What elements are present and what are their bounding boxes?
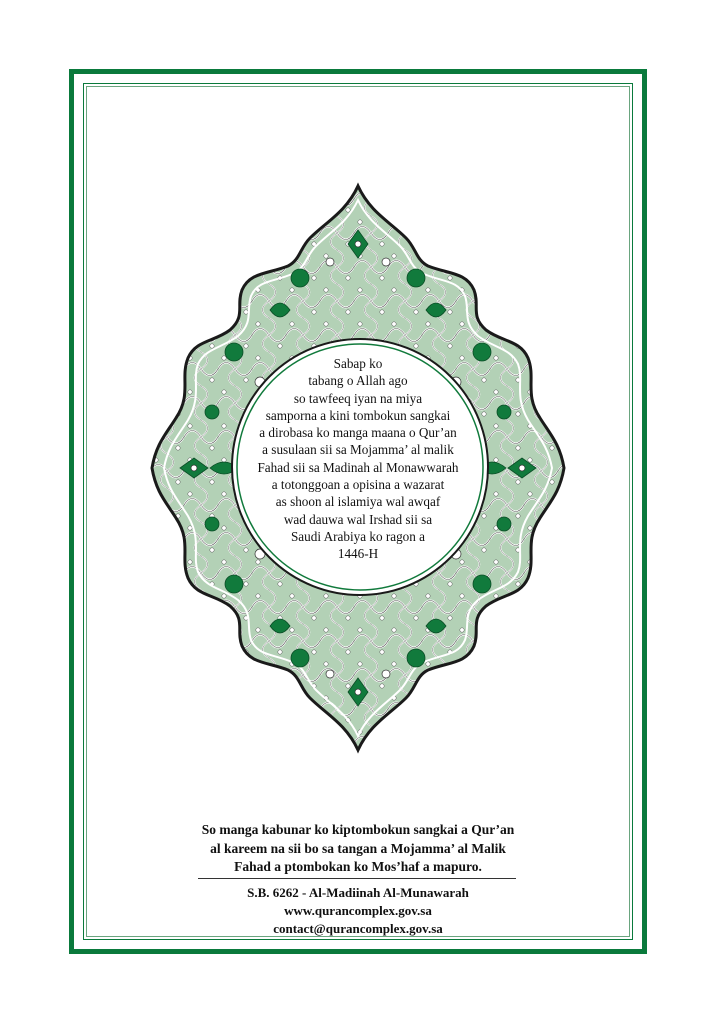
dedication-line: wad dauwa wal Irshad sii sa — [283, 511, 433, 527]
dedication-line: Fahad sii sa Madinah al Monawwarah — [257, 459, 459, 475]
statement-line: So manga kabunar ko kiptombokun sangkai a Qur’an — [201, 822, 515, 837]
dedication-line: a susulaan sii sa Mojamma’ al malik — [262, 442, 454, 458]
copyright-statement — [130, 821, 586, 877]
dedication-line: 1446-H — [337, 546, 379, 562]
dedication-line: so tawfeeq iyan na miya — [293, 390, 423, 406]
email-link[interactable]: contact@qurancomplex.gov.sa — [273, 921, 443, 936]
dedication-line: samporna a kini tombokun sangkai — [265, 407, 451, 423]
website-link[interactable]: www.qurancomplex.gov.sa — [284, 903, 432, 918]
divider — [198, 878, 516, 879]
dedication-line: a dirobasa ko manga maana o Qur’an — [259, 425, 457, 441]
postal-address: S.B. 6262 - Al-Madiinah Al-Munawarah — [247, 885, 469, 900]
contact-info — [130, 884, 586, 938]
statement-line: Fahad a ptombokan ko Mos’haf a mapuro. — [234, 859, 482, 874]
dedication-line: as shoon al islamiya wal awqaf — [275, 494, 441, 510]
dedication-line: tabang o Allah ago — [308, 373, 408, 389]
dedication-line: Sabap ko — [333, 356, 383, 371]
dedication-text — [244, 355, 472, 579]
dedication-line: Saudi Arabiya ko ragon a — [290, 528, 426, 544]
dedication-line: a totonggoan a opisina a wazarat — [271, 477, 445, 493]
statement-line: al kareem na sii bo sa tangan a Mojamma’ al Malik — [210, 840, 506, 856]
